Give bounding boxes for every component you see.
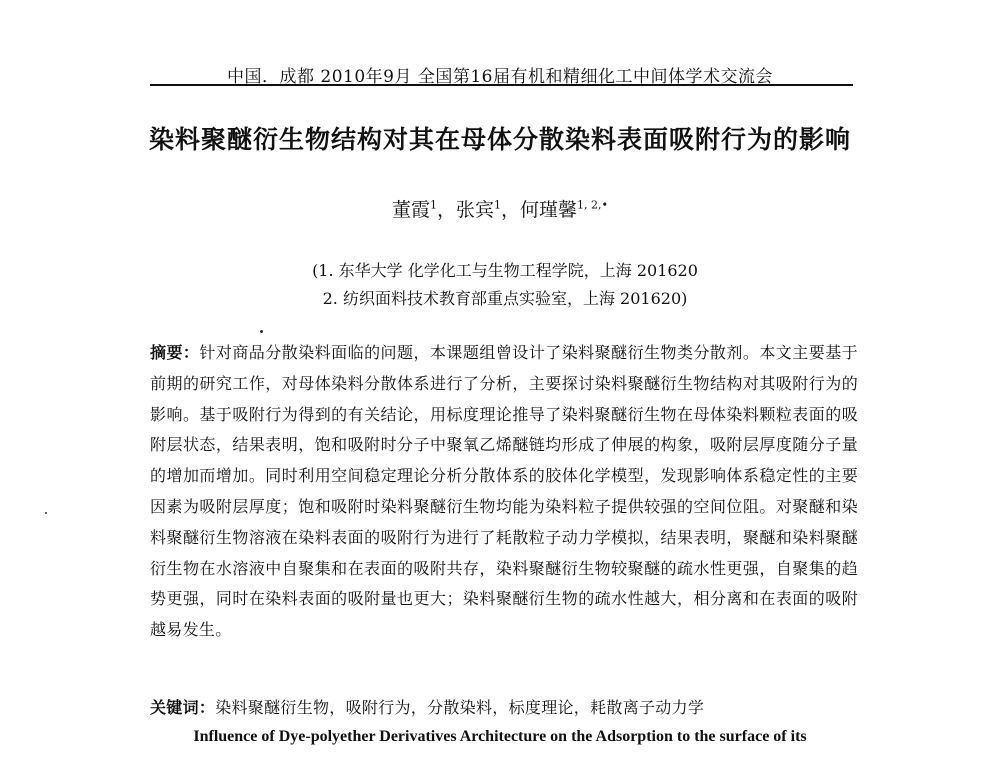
author-separator: ， (501, 199, 521, 221)
scan-speck (45, 512, 47, 514)
author-separator: ， (436, 199, 456, 221)
author-affiliation-mark: 1, 2,• (577, 198, 609, 212)
abstract-label: 摘要： (150, 343, 200, 362)
scan-speck (260, 330, 263, 333)
affiliation-line: (1. 东华大学 化学化工与生物工程学院，上海 201620 (312, 261, 698, 280)
english-title: Influence of Dye-polyether Derivatives Architecture on the Adsorption to the surface of its (193, 728, 807, 745)
header-rule (150, 84, 853, 86)
abstract-text: 针对商品分散染料面临的问题，本课题组曾设计了染料聚醚衍生物类分散剂。本文主要基于前期的研究工作，对母体染料分散体系进行了分析，主要探讨染料聚醚衍生物结构对其吸附行为的影响。基于吸附行为得到的有关结论，用标度理论推导了染料聚醚衍生物在母体染料颗粒表面的吸附层状态，结果表明，饱和吸附时分子中聚氧乙烯醚链均形成了伸展的构象，吸附层厚度随分子量的增加而增加。同时利用空间稳定理论分析分散体系的胶体化学模型，发现影响体系稳定性的主要因素为吸附层厚度；饱和吸附时染料聚醚衍生物均能为染料粒子提供较强的空间位阻。对聚醚和染料聚醚衍生物溶液在染料表面的吸附行为进行了耗散粒子动力学模拟，结果表明，聚醚和染料聚醚衍生物在水溶液中自聚集和在表面的吸附共存，染料聚醚衍生物较聚醚的疏水性更强，自聚集的趋势更强，同时在染料表面的吸附量也更大；染料聚醚衍生物的疏水性越大，相分离和在表面的吸附越易发生。 (150, 343, 858, 640)
author-affiliation-mark: 1 (429, 198, 437, 212)
keywords (150, 695, 858, 718)
keywords-label: 关键词： (150, 698, 216, 717)
paper-title: 染料聚醚衍生物结构对其在母体分散染料表面吸附行为的影响 (148, 125, 851, 154)
affiliation-line: 2. 纺织面料技术教育部重点实验室，上海 201620) (322, 289, 688, 308)
author-name: 张宾 (456, 199, 495, 221)
author-affiliation-mark: 1 (494, 198, 502, 212)
author-list (0, 195, 1000, 222)
abstract (150, 338, 858, 646)
author-name: 何瑾馨 (520, 199, 578, 221)
author-name: 董霞 (391, 199, 430, 221)
keywords-text: 染料聚醚衍生物，吸附行为，分散染料，标度理论，耗散离子动力学 (215, 698, 705, 717)
conference-header: 中国．成都 2010年9月 全国第16届有机和精细化工中间体学术交流会 (226, 67, 774, 87)
